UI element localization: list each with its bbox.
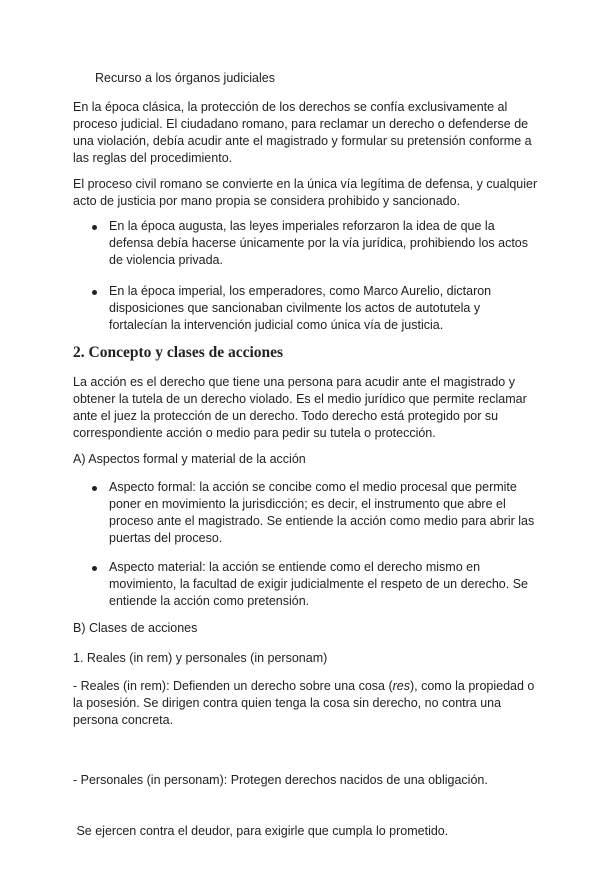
paragraph-personales	[73, 738, 529, 874]
list-item-line: En la época augusta, las leyes imperiales reforzaron la idea de que la	[109, 219, 495, 233]
list-item-line: disposiciones que sancionaban civilmente los actos de autotutela y	[109, 301, 481, 315]
text-run: - Reales (in rem): Defienden un derecho sobre una cosa (	[73, 679, 393, 693]
paragraph-reales	[73, 678, 535, 729]
section-heading	[95, 70, 551, 87]
bullet-icon	[92, 486, 97, 491]
paragraph-line: las reglas del procedimiento.	[73, 151, 233, 165]
paragraph-line: proceso judicial. El ciudadano romano, para reclamar un derecho o defenderse de	[73, 117, 529, 131]
paragraph-accion	[73, 374, 529, 442]
list-item	[109, 559, 539, 610]
paragraph-line: Se ejercen contra el deudor, para exigirle que cumpla lo prometido.	[73, 824, 449, 838]
paragraph-line: persona concreta.	[73, 713, 174, 727]
paragraph-line: acto de justicia por mano propia se considera prohibido y sancionado.	[73, 194, 461, 208]
list-item-line: proceso ante el magistrado. Se entiende la acción como medio para abrir las	[109, 514, 535, 528]
paragraph-proceso-civil	[73, 176, 538, 210]
list-item-line: defensa debía hacerse únicamente por la vía jurídica, prohibiendo los actos	[109, 236, 529, 250]
list-item-line: fortalecían la intervención judicial como única vía de justicia.	[109, 318, 444, 332]
list-item-line: puertas del proceso.	[109, 531, 223, 545]
list-item-line: movimiento, la facultad de exigir judicialmente el respeto de un derecho. Se	[109, 577, 528, 591]
bullet-icon	[92, 290, 97, 295]
subheading-text: 1. Reales (in rem) y personales (in personam)	[73, 651, 328, 665]
section-title	[73, 343, 529, 363]
paragraph-line: correspondiente acción o medio para pedir su tutela o protección.	[73, 426, 436, 440]
bullet-icon	[92, 566, 97, 571]
list-item-line: Aspecto material: la acción se entiende como el derecho mismo en	[109, 560, 481, 574]
list-item	[109, 218, 539, 269]
section-title-text: 2. Concepto y clases de acciones	[73, 344, 284, 361]
list-item-line: de violencia privada.	[109, 253, 223, 267]
paragraph-line: El proceso civil romano se convierte en la única vía legítima de defensa, y cualquier	[73, 177, 538, 191]
paragraph-line: obtener la tutela de un derecho violado. Es el medio jurídico que permite reclamar	[73, 392, 527, 406]
list-item	[109, 283, 539, 334]
list-item-line: Aspecto formal: la acción se concibe como el medio procesal que permite	[109, 480, 517, 494]
list-item-line: entiende la acción como pretensión.	[109, 594, 310, 608]
bullet-icon	[92, 225, 97, 230]
subheading-a	[73, 451, 529, 468]
paragraph-proteccion	[73, 99, 532, 167]
paragraph-line: La acción es el derecho que tiene una persona para acudir ante el magistrado y	[73, 375, 515, 389]
subheading-text: A) Aspectos formal y material de la acción	[73, 452, 306, 466]
paragraph-line: la posesión. Se dirigen contra quien tenga la cosa sin derecho, no contra una	[73, 696, 502, 710]
paragraph-line: una violación, debía acudir ante el magistrado y formular su pretensión conforme a	[73, 134, 532, 148]
subheading-b	[73, 620, 529, 637]
paragraph-line	[73, 678, 535, 695]
list-item-line: En la época imperial, los emperadores, como Marco Aurelio, dictaron	[109, 284, 492, 298]
list-item	[109, 479, 539, 547]
subheading-text: B) Clases de acciones	[73, 621, 198, 635]
section-heading-text: Recurso a los órganos judiciales	[95, 71, 275, 85]
paragraph-line: ante el juez la protección de un derecho. Todo derecho está protegido por su	[73, 409, 499, 423]
italic-term: res	[392, 679, 410, 693]
paragraph-line: En la época clásica, la protección de los derechos se confía exclusivamente al	[73, 100, 508, 114]
list-item-line: poner en movimiento la jurisdicción; es decir, el instrumento que abre el	[109, 497, 506, 511]
text-run: ), como la propiedad o	[410, 679, 535, 693]
subheading-1	[73, 650, 529, 667]
paragraph-line: - Personales (in personam): Protegen derechos nacidos de una obligación.	[73, 773, 488, 787]
